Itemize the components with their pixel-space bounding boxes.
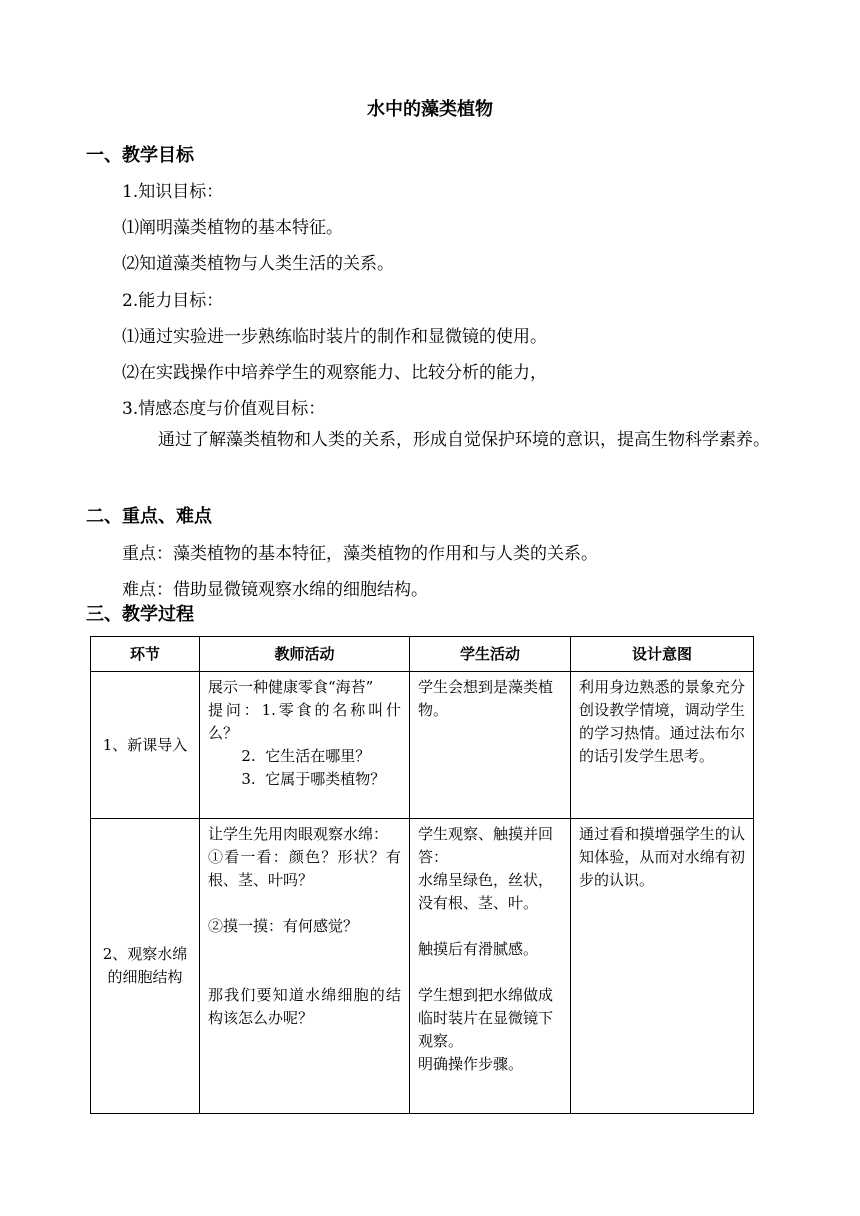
intent-cell: 通过看和摸增强学生的认知体验，从而对水绵有初步的认识。 [571, 819, 754, 1114]
document-title: 水中的藻类植物 [367, 99, 493, 120]
table-row [91, 672, 754, 819]
knowledge-item-2: ⑵知道藻类植物与人类生活的关系。 [122, 254, 394, 274]
table-header-row [91, 637, 754, 672]
ability-item-1: ⑴通过实验进一步熟练临时装片的制作和显微镜的使用。 [122, 327, 547, 347]
section1-heading: 一、教学目标 [86, 145, 194, 166]
intent-cell: 利用身边熟悉的景象充分创设教学情境，调动学生的学习热情。通过法布尔的话引发学生思考。 [571, 672, 754, 819]
header-teacher: 教师活动 [200, 637, 410, 672]
teaching-process-table [90, 636, 754, 1114]
student-cell: 学生会想到是藻类植物。 [410, 672, 571, 819]
stage-cell: 2、观察水绵的细胞结构 [91, 819, 200, 1114]
header-stage: 环节 [91, 637, 200, 672]
section2-heading: 二、重点、难点 [86, 506, 212, 527]
student-cell: 学生观察、触摸并回答： 水绵呈绿色，丝状，没有根、茎、叶。 触摸后有滑腻感。 学生想到把水绵做成临时装片在显微镜下观察。 明确操作步骤。 [410, 819, 571, 1114]
knowledge-item-1: ⑴阐明藻类植物的基本特征。 [122, 218, 343, 238]
knowledge-title: 1.知识目标： [122, 182, 224, 202]
key-point: 重点：藻类植物的基本特征，藻类植物的作用和与人类的关系。 [122, 544, 598, 564]
teacher-cell: 让学生先用肉眼观察水绵： ①看一看：颜色？形状？有根、茎、叶吗？ ②摸一摸：有何感觉？ 那我们要知道水绵细胞的结构该怎么办呢？ [200, 819, 410, 1114]
difficulty: 难点：借助显微镜观察水绵的细胞结构。 [122, 580, 428, 600]
emotion-text: 通过了解藻类植物和人类的关系，形成自觉保护环境的意识，提高生物科学素养。 [158, 430, 770, 450]
header-intent: 设计意图 [571, 637, 754, 672]
ability-item-2: ⑵在实践操作中培养学生的观察能力、比较分析的能力， [122, 363, 547, 383]
teacher-cell: 展示一种健康零食“海苔” 提问：1.零食的名称叫什么？ 2. 它生活在哪里？ 3. 它属于哪类植物？ [200, 672, 410, 819]
ability-title: 2.能力目标： [122, 291, 224, 311]
stage-cell: 1、新课导入 [91, 672, 200, 819]
table-row [91, 819, 754, 1114]
header-student: 学生活动 [410, 637, 571, 672]
emotion-title: 3.情感态度与价值观目标： [122, 399, 326, 419]
section3-heading: 三、教学过程 [86, 604, 194, 625]
